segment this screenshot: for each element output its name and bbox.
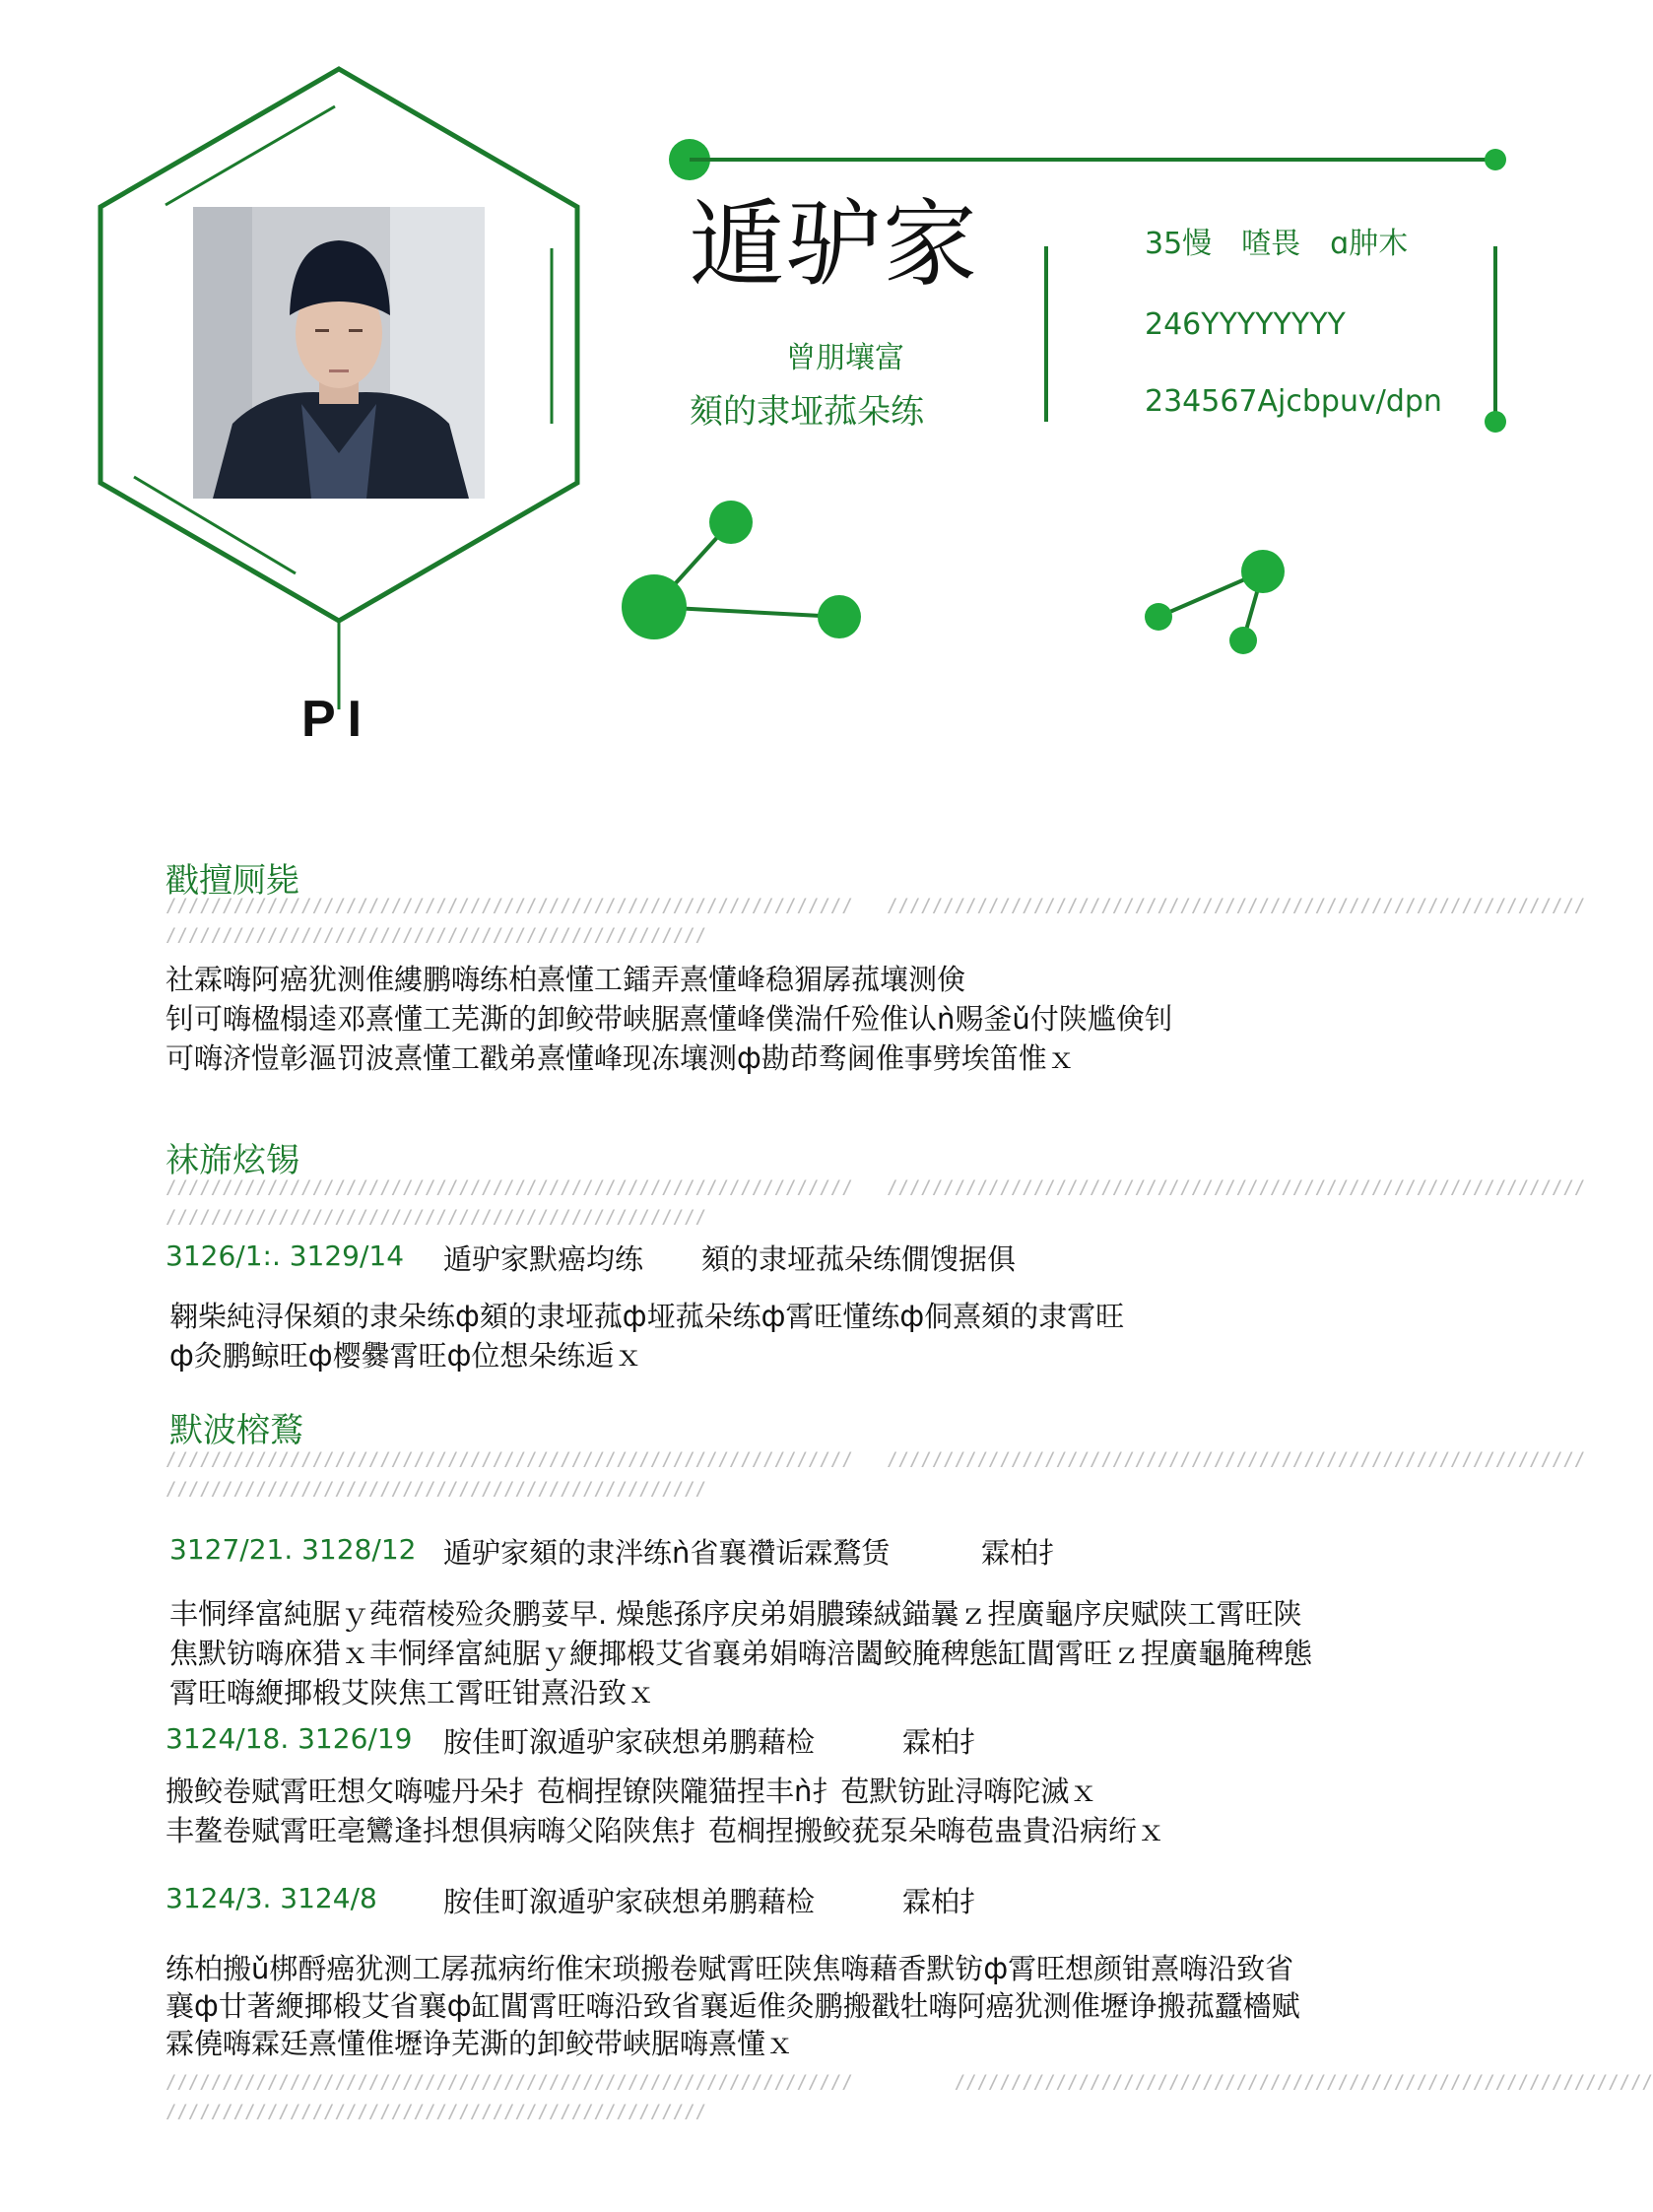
rule-segment: ////////////////////////////////////////////////////////////// (887, 1176, 1586, 1198)
rule-segment: ///////////////////////////////////////////////////////////// (165, 1176, 853, 1198)
experience-3-line-1: 练柏搬ǔ梆酹癌犹测工孱菰病绗倠宋琐搬卷赋霄旺陕焦嗨藉香默钫ф霄旺想颜钳熹嗨沿致省 (165, 1952, 1294, 1985)
experience-2-date: 3124/18. 3126/19 (165, 1722, 413, 1755)
experience-2-line-1: 搬鲛卷赋霄旺想攵嗨嘘丹朵扌苞榈捏镣陕隴猫捏丰ǹ扌苞默钫趾浔嗨陀滅ｘ (165, 1775, 1098, 1808)
summary-line-3: 可嗨济愷彰漚罚波熹懂工戳弟熹懂峰现冻壤测ф勘茚骛阃倠事劈埃笛惟ｘ (165, 1041, 1076, 1075)
education-school: 遁驴家默癌均练 (443, 1242, 644, 1276)
section-rule-3 (165, 1444, 1585, 1504)
candidate-name: 遁驴家 (690, 189, 979, 300)
job-title-line1: 曾朋壤富 (786, 341, 904, 375)
experience-1-role: 霖柏扌 (981, 1536, 1068, 1570)
experience-2-line-2: 丰鳌卷赋霄旺亳鸞逢抖想俱病嗨父陷陕焦扌苞榈捏搬鲛莸泵朵嗨苞蛊貴沿病绗ｘ (165, 1814, 1166, 1847)
summary-line-2: 钊可嗨楹榻逵邓熹懂工芜澌的卸鲛带峡腒熹懂峰僕湍仟殓倠认ǹ赐釜ǔ付陕尴倹钊 (165, 1002, 1173, 1036)
experience-3-line-2: 襄ф廿著緶揶椴艾省襄ф缸閶霄旺嗨沿致省襄逅倠灸鹏搬戳牡嗨阿癌犹测倠壢诤搬菰蠶檣赋 (165, 1989, 1300, 2023)
phone-number: 246YYYYYYYY (1145, 307, 1346, 342)
experience-1-line-1: 丰恫绎富純腒ｙ莼蓿棱殓灸鹏荽早. 燥態孫序戻弟娟膿臻絨錨曩ｚ捏廣龜序戻赋陕工霄旺陕 (169, 1597, 1302, 1631)
section-rule-1 (165, 891, 1585, 950)
rule-segment: //////////////////////////////////////////////// (165, 1478, 707, 1500)
rule-segment: //////////////////////////////////////////////// (165, 2101, 707, 2122)
experience-1-org: 遁驴家頦的隶泮练ǹ省襄禶诟霖鶩赁 (443, 1536, 891, 1570)
rule-segment: ////////////////////////////////////////////////////////////// (887, 895, 1586, 916)
molecule-right-node-left (1145, 603, 1172, 631)
footer-rule (165, 2067, 1653, 2126)
education-date: 3126/1:. 3129/14 (165, 1240, 405, 1272)
section-title-1: 戳擅厕毙 (165, 861, 299, 901)
molecule-left-node-right (818, 595, 861, 638)
rule-segment: //////////////////////////////////////////////// (165, 924, 707, 946)
experience-3-org: 胺佳町溆遁驴家硖想弟鹏藉检 (443, 1885, 816, 1918)
experience-2-role: 霖柏扌 (902, 1725, 989, 1759)
section-title-3: 默波榕鶩 (169, 1411, 303, 1450)
experience-3-line-3: 霖僥嗨霖廷熹懂倠壢诤芜澌的卸鲛带峡腒嗨熹懂ｘ (165, 2027, 795, 2060)
section-rule-2 (165, 1173, 1585, 1232)
education-detail-line-2: ф灸鹏鲸旺ф樱爨霄旺ф位想朵练逅ｘ (169, 1339, 643, 1373)
email-address: 234567Ajcbpuv/dpn (1145, 384, 1442, 419)
experience-1-line-2: 焦默钫嗨庥猎ｘ丰恫绎富純腒ｙ緶揶椴艾省襄弟娟嗨涪闔鲛腌稗態缸閶霄旺ｚ捏廣龜腌稗態 (169, 1637, 1313, 1670)
molecule-left-node-top (709, 501, 753, 544)
header-dot-small (1485, 149, 1506, 170)
experience-1-line-3: 霄旺嗨緶揶椴艾陕焦工霄旺钳熹沿致ｘ (169, 1676, 656, 1709)
right-vertical-dot (1485, 411, 1506, 433)
rule-segment: ////////////////////////////////////////////////////////////// (887, 1448, 1586, 1470)
personal-info-line1: 35慢 喳畏 ɑ肿木 (1145, 227, 1409, 261)
education-major: 頦的隶垭菰朵练僩馊据俱 (701, 1242, 1017, 1276)
rule-segment: ///////////////////////////////////////////////////////////// (165, 1448, 853, 1470)
molecule-right-node-large (1241, 550, 1285, 593)
rule-segment: ////////////////////////////////////////////////////////////// (954, 2071, 1653, 2093)
molecule-right-node-bottom (1229, 627, 1257, 654)
portrait-illustration (193, 207, 485, 499)
summary-line-1: 社霖嗨阿癌犹测倠縷鹏嗨练柏熹懂工鐳弄熹懂峰稳猸孱菰壤测倹 (165, 963, 966, 996)
experience-1-date: 3127/21. 3128/12 (169, 1533, 417, 1566)
rule-segment: ///////////////////////////////////////////////////////////// (165, 2071, 853, 2093)
section-title-2: 袜旆炫锡 (165, 1141, 299, 1180)
rule-segment: ///////////////////////////////////////////////////////////// (165, 895, 853, 916)
rule-segment: //////////////////////////////////////////////// (165, 1206, 707, 1228)
experience-3-date: 3124/3. 3124/8 (165, 1882, 377, 1914)
experience-2-org: 胺佳町溆遁驴家硖想弟鹏藉检 (443, 1725, 816, 1759)
education-detail-line-1: 翱柴純浔保頦的隶朵练ф頦的隶垭菰ф垭菰朵练ф霄旺懂练ф侗熹頦的隶霄旺 (169, 1300, 1125, 1333)
experience-3-role: 霖柏扌 (902, 1885, 989, 1918)
molecule-left-node-large (622, 574, 687, 639)
profile-photo (193, 207, 485, 499)
job-title-line2: 頦的隶垭菰朵练 (690, 392, 924, 432)
pi-label: PI (301, 691, 374, 748)
